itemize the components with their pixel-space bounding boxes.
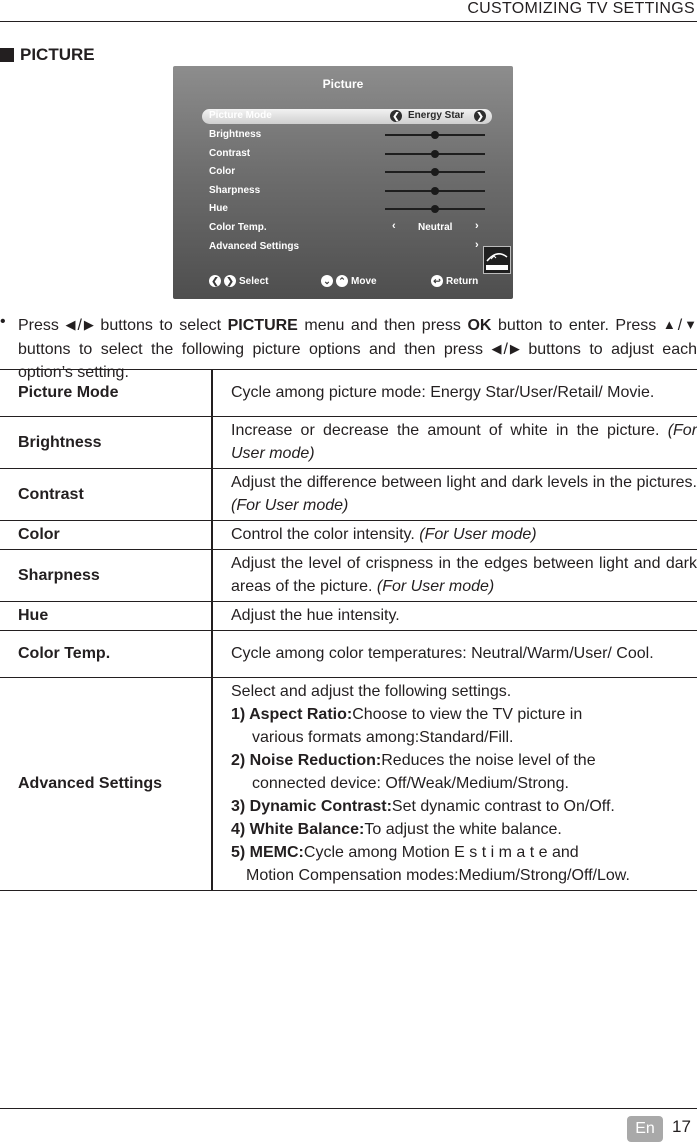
option-desc — [212, 602, 697, 631]
tv-footer-select-label: Select — [239, 275, 269, 287]
option-note: (For User mode) — [231, 422, 697, 462]
option-desc-text: Adjust the hue intensity. — [231, 607, 400, 624]
tv-row-label: Contrast — [209, 148, 251, 159]
option-name: Hue — [0, 602, 212, 631]
option-desc — [212, 678, 697, 891]
triangle-right-icon: ▶ — [509, 341, 520, 356]
chevron-down-icon: ⌄ — [321, 275, 333, 287]
header-title: CUSTOMIZING TV SETTINGS — [467, 0, 695, 17]
option-desc-text: Increase or decrease the amount of white in the picture. — [231, 422, 660, 439]
instr-ok-word: OK — [467, 317, 492, 334]
option-name: Color — [0, 521, 212, 550]
option-desc-text: Cycle among color temperatures: Neutral/Warm/User/ Cool. — [231, 645, 654, 662]
option-note: (For User mode) — [376, 578, 495, 595]
option-desc — [212, 370, 697, 417]
item-heading: 3) Dynamic Contrast: — [231, 798, 392, 815]
triangle-right-icon: ▶ — [83, 317, 94, 332]
tv-footer-select — [209, 275, 268, 287]
picture-options-table — [0, 369, 697, 891]
instr-text: buttons to select — [100, 317, 222, 334]
table-row — [0, 602, 697, 631]
slash-icon: / — [77, 317, 82, 334]
option-name: Brightness — [0, 417, 212, 469]
option-name: Sharpness — [0, 550, 212, 602]
tv-row-label: Sharpness — [209, 185, 261, 196]
tv-footer-move-label: Move — [351, 275, 377, 287]
list-item — [231, 818, 697, 841]
item-text: Cycle among Motion E s t i m a t e and — [303, 844, 579, 861]
list-item — [231, 749, 697, 795]
tv-row-value: Neutral — [418, 222, 453, 233]
slider-knob — [431, 205, 439, 213]
list-item — [231, 703, 697, 749]
option-desc — [212, 417, 697, 469]
tv-slider — [385, 153, 485, 155]
item-text: Reduces the noise level of the — [381, 752, 596, 769]
return-icon: ↩ — [431, 275, 443, 287]
section-title: PICTURE — [20, 45, 95, 64]
slider-knob — [431, 168, 439, 176]
triangle-up-icon: ▲ — [662, 317, 676, 332]
tv-row-color-temp — [202, 221, 492, 236]
tv-footer-move — [321, 275, 377, 287]
slash-icon: / — [503, 341, 508, 358]
tv-footer-return — [431, 275, 478, 287]
item-text: To adjust the white balance. — [364, 821, 562, 838]
option-desc — [212, 550, 697, 602]
item-text-cont: various formats among:Standard/Fill. — [252, 729, 514, 746]
tv-slider — [385, 171, 485, 173]
chevron-up-icon: ⌃ — [336, 275, 348, 287]
option-desc-text: Adjust the level of crispness in the edges between light and dark areas of the picture. — [231, 555, 697, 595]
table-row — [0, 550, 697, 602]
item-text-cont: Motion Compensation modes:Medium/Strong/Off/Low. — [246, 867, 630, 884]
option-desc-text: Cycle among picture mode: Energy Star/User/Retail/ Movie. — [231, 384, 655, 401]
tv-row-picture-mode — [202, 109, 492, 124]
table-row-advanced — [0, 678, 697, 891]
tv-row-brightness — [202, 128, 492, 143]
instr-picture-word: PICTURE — [227, 317, 298, 334]
item-text: Set dynamic contrast to On/Off. — [391, 798, 615, 815]
tv-row-contrast — [202, 147, 492, 162]
chevron-right-icon: › — [475, 239, 479, 251]
chevron-right-icon: ❯ — [224, 275, 236, 287]
tv-row-label: Color — [209, 166, 236, 177]
tv-footer-return-label: Return — [446, 275, 479, 287]
slider-knob — [431, 187, 439, 195]
option-name: Color Temp. — [0, 631, 212, 678]
tv-menu-title: Picture — [322, 77, 364, 91]
instr-text: button to enter. Press — [498, 317, 657, 334]
item-text: Choose to view the TV picture in — [352, 706, 583, 723]
energy-star-logo — [483, 246, 511, 274]
option-name: Picture Mode — [0, 370, 212, 417]
item-heading: 2) Noise Reduction: — [231, 752, 382, 769]
chevron-left-icon: ❮ — [209, 275, 221, 287]
option-name: Contrast — [0, 469, 212, 521]
advanced-intro: Select and adjust the following settings. — [231, 683, 512, 700]
chevron-left-icon: ❮ — [390, 110, 402, 122]
table-row — [0, 370, 697, 417]
list-item — [231, 795, 697, 818]
tv-row-color — [202, 165, 492, 180]
tv-slider — [385, 190, 485, 192]
option-desc — [212, 631, 697, 678]
instr-text: menu and then press — [304, 317, 461, 334]
header-divider — [0, 21, 697, 22]
table-row — [0, 631, 697, 678]
option-note: (For User mode) — [419, 526, 537, 543]
bullet-icon: • — [0, 313, 6, 330]
tv-picture-menu — [173, 66, 513, 299]
chevron-left-icon: ‹ — [392, 220, 396, 232]
chevron-right-icon: › — [475, 220, 479, 232]
triangle-down-icon: ▼ — [684, 317, 697, 332]
option-desc-text: Adjust the difference between light and dark levels in the pictures. — [231, 474, 697, 491]
tv-row-value: Energy Star — [408, 110, 465, 121]
tv-row-label: Color Temp. — [209, 222, 267, 233]
option-desc-text: Control the color intensity. — [231, 526, 415, 543]
table-row — [0, 417, 697, 469]
slider-knob — [431, 150, 439, 158]
item-heading: 5) MEMC: — [231, 844, 304, 861]
tv-row-label: Advanced Settings — [209, 241, 300, 252]
option-name: Advanced Settings — [0, 678, 212, 891]
option-desc — [212, 469, 697, 521]
language-badge: En — [627, 1116, 663, 1142]
slash-icon: / — [677, 317, 683, 334]
option-note: (For User mode) — [231, 497, 349, 514]
slider-knob — [431, 131, 439, 139]
footer-divider — [0, 1108, 697, 1109]
list-item — [231, 841, 697, 887]
instr-text: buttons to select the following picture options and then press — [18, 341, 483, 358]
item-text-cont: connected device: Off/Weak/Medium/Strong. — [252, 775, 569, 792]
tv-row-label: Brightness — [209, 129, 262, 140]
instr-text: Press — [18, 317, 59, 334]
option-desc — [212, 521, 697, 550]
section-heading — [0, 45, 95, 65]
advanced-list — [231, 703, 697, 887]
triangle-left-icon: ◀ — [491, 341, 502, 356]
table-row — [0, 521, 697, 550]
tv-row-advanced-settings — [202, 240, 492, 255]
instr-text: buttons to adjust each option’s setting. — [18, 341, 697, 381]
tv-row-label: Picture Mode — [209, 110, 272, 121]
tv-slider — [385, 208, 485, 210]
item-heading: 1) Aspect Ratio: — [231, 706, 353, 723]
chevron-right-icon: ❯ — [474, 110, 486, 122]
triangle-left-icon: ◀ — [65, 317, 76, 332]
tv-row-label: Hue — [209, 203, 228, 214]
section-square-icon — [0, 48, 14, 62]
page-number: 17 — [672, 1117, 691, 1136]
tv-slider — [385, 134, 485, 136]
table-row — [0, 469, 697, 521]
tv-row-hue — [202, 202, 492, 217]
tv-row-sharpness — [202, 184, 492, 199]
item-heading: 4) White Balance: — [231, 821, 365, 838]
